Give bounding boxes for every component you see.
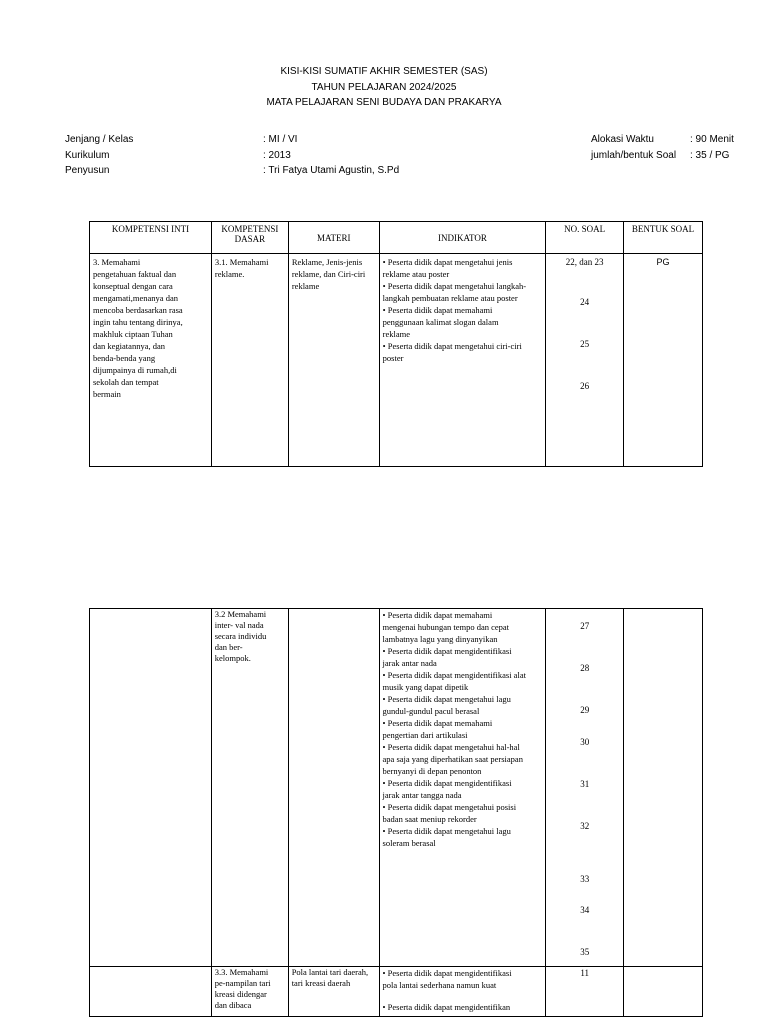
indikator-item: • Peserta didik dapat mengetahui lagu gundul-gundul pacul berasal [382, 694, 511, 716]
doc-title-line2: TAHUN PELAJARAN 2024/2025 [311, 82, 457, 93]
no-soal-value: 27 [580, 621, 590, 631]
indikator-item: • Peserta didik dapat memahami pengertian dari artikulasi [382, 718, 493, 740]
doc-title-line1: KISI-KISI SUMATIF AKHIR SEMESTER (SAS) [280, 66, 488, 77]
cell-no-soal [546, 609, 624, 967]
cell-materi-empty [288, 609, 379, 967]
cell-kompetensi-dasar-3-2 [211, 609, 288, 967]
no-soal-value: 33 [580, 874, 590, 884]
indikator-item: • Peserta didik dapat mengidentifikasi jarak antar tangga nada [382, 778, 512, 800]
indikator-item: • Peserta didik dapat mengidentifikasi jarak antar nada [382, 646, 512, 668]
header-no-soal: NO. SOAL [546, 222, 624, 254]
no-soal-value: 30 [580, 737, 590, 747]
cell-kompetensi-inti-empty [90, 609, 212, 967]
no-soal-value: 35 [580, 947, 590, 957]
indikator-item: • Peserta didik dapat mengetahui ciri-ciri poster [382, 341, 522, 363]
kurikulum-label: Kurikulum [65, 150, 110, 161]
cell-kompetensi-dasar-3-1: 3.1. Memahami reklame. [211, 254, 288, 467]
penyusun-value: : Tri Fatya Utami Agustin, S.Pd [263, 165, 400, 176]
no-soal-value: 22, dan 23 [565, 257, 604, 267]
cell-indikator-reklame [379, 254, 546, 467]
indikator-item: • Peserta didik dapat mengetahui posisi badan saat meniup rekorder [382, 802, 517, 824]
indikator-item: • Peserta didik dapat memahami mengenai hubungan tempo dan cepat lambatnya lagu yang dinyanyikan [382, 610, 510, 644]
cell-bentuk-soal-empty [624, 609, 703, 967]
header-kompetensi-inti: KOMPETENSI INTI [90, 222, 212, 254]
cell-kompetensi-inti [90, 254, 212, 467]
indikator-item: • Peserta didik dapat mengidentifikan [382, 1002, 511, 1012]
no-soal-value: 25 [580, 339, 590, 349]
indikator-item: • Peserta didik dapat mengetahui lagu soleram berasal [382, 826, 511, 848]
header-bentuk-soal: BENTUK SOAL [624, 222, 703, 254]
cell-materi-reklame: Reklame, Jenis-jenis reklame, dan Ciri-ciri reklame [288, 254, 379, 467]
kompetensi-dasar-text: 3.2 Memahami inter- val nada secara individu dan ber- kelompok. [214, 609, 267, 663]
cell-kompetensi-inti-empty [90, 967, 212, 1017]
no-soal-value: 28 [580, 663, 590, 673]
alokasi-value: : 90 Menit [690, 134, 734, 145]
header-materi: MATERI [288, 222, 379, 254]
cell-no-soal: 11 [546, 967, 624, 1017]
jumlah-soal-label: jumlah/bentuk Soal [591, 150, 677, 161]
kisi-table-page2 [89, 608, 703, 1017]
cell-no-soal [546, 254, 624, 467]
no-soal-value: 24 [580, 297, 590, 307]
header-indikator: INDIKATOR [379, 222, 546, 254]
kurikulum-value: : 2013 [263, 150, 291, 161]
jenjang-value: : MI / VI [263, 134, 298, 145]
cell-kompetensi-dasar-3-3 [211, 967, 288, 1017]
jenjang-label: Jenjang / Kelas [65, 134, 134, 145]
cell-indikator-interval-nada [379, 609, 546, 967]
cell-bentuk-soal: PG [624, 254, 703, 467]
indikator-item: • Peserta didik dapat mengidentifikasi pola lantai sederhana namun kuat [382, 968, 512, 990]
header-kompetensi-dasar: KOMPETENSI DASAR [211, 222, 288, 254]
penyusun-label: Penyusun [65, 165, 110, 176]
indikator-item: • Peserta didik dapat mengetahui jenis reklame atau poster [382, 257, 513, 279]
alokasi-label: Alokasi Waktu [591, 134, 654, 145]
cell-indikator-tari [379, 967, 546, 1017]
indikator-item: • Peserta didik dapat mengidentifikasi alat musik yang dapat dipetik [382, 670, 526, 692]
kompetensi-dasar-text: 3.3. Memahami pe-nampilan tari kreasi didengar dan dibaca [214, 967, 271, 1010]
kompetensi-inti-text: 3. Memahami pengetahuan faktual dan konseptual dengan cara mengamati,menanya dan mencoba berdasarkan rasa ingin tahu tentang dirinya, makhluk ciptaan Tuhan dan kegiatannya, dan benda-benda yang dijumpainya di rumah,di sekolah dan tempat bermain [93, 257, 183, 399]
indikator-item: • Peserta didik dapat memahami penggunaan kalimat slogan dalam reklame [382, 305, 499, 339]
no-soal-value: 32 [580, 821, 590, 831]
cell-materi-pola-lantai: Pola lantai tari daerah, tari kreasi daerah [288, 967, 379, 1017]
doc-title-line3: MATA PELAJARAN SENI BUDAYA DAN PRAKARYA [266, 97, 502, 108]
no-soal-value: 31 [580, 779, 590, 789]
cell-bentuk-soal-empty [624, 967, 703, 1017]
no-soal-value: 29 [580, 705, 590, 715]
jumlah-soal-value: : 35 / PG [690, 150, 730, 161]
indikator-item: • Peserta didik dapat mengetahui langkah-langkah pembuatan reklame atau poster [382, 281, 527, 303]
no-soal-value: 34 [580, 905, 590, 915]
kisi-table-page1 [89, 221, 703, 467]
indikator-item: • Peserta didik dapat mengetahui hal-hal apa saja yang diperhatikan saat persiapan bernyanyi di depan penonton [382, 742, 523, 776]
no-soal-value: 26 [580, 381, 590, 391]
